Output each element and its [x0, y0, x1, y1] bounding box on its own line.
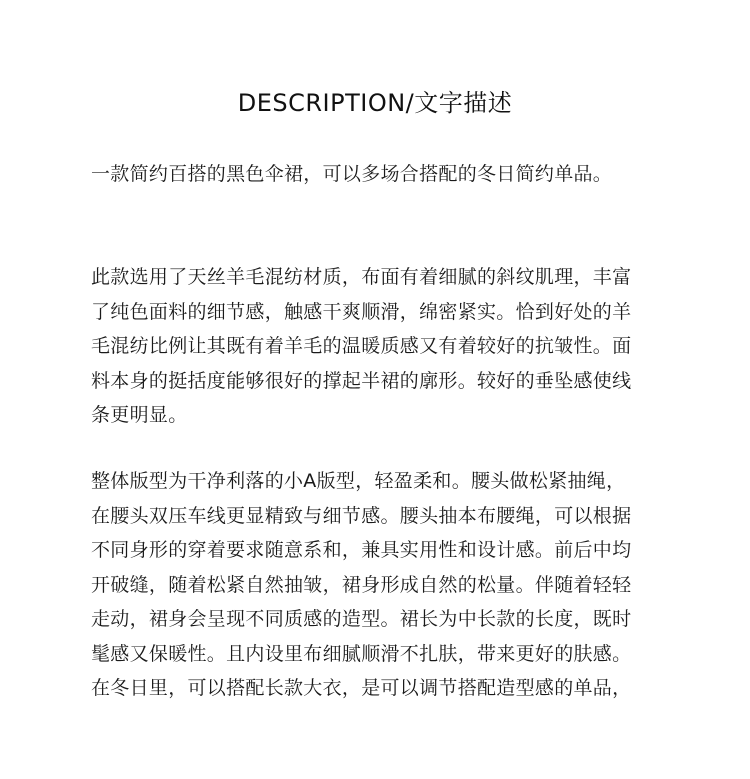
design-paragraph	[91, 464, 671, 706]
paragraph-line: 毛混纺比例让其既有着羊毛的温暖质感又有着较好的抗皱性。面	[91, 335, 632, 357]
paragraph-line: 整体版型为干净利落的小A版型，轻盈柔和。腰头做松紧抽绳，	[91, 470, 626, 492]
paragraph-line: 髦感又保暖性。且内设里布细腻顺滑不扎肤，带来更好的肤感。	[91, 642, 632, 665]
paragraph-line: 在腰头双压车线更显精致与细节感。腰头抽本布腰绳，可以根据	[91, 504, 632, 527]
paragraph-line: 料本身的挺括度能够很好的撑起半裙的廓形。较好的垂坠感使线	[91, 369, 632, 392]
material-paragraph	[91, 260, 671, 433]
paragraph-line: 此款选用了天丝羊毛混纺材质，布面有着细腻的斜纹肌理，丰富	[91, 266, 632, 288]
paragraph-line: 走动，裙身会呈现不同质感的造型。裙长为中长款的长度，既时	[91, 608, 632, 630]
paragraph-line: 了纯色面料的细节感，触感干爽顺滑，绵密紧实。恰到好处的羊	[91, 300, 632, 323]
paragraph-line: 开破缝，随着松紧自然抽皱，裙身形成自然的松量。伴随着轻轻	[91, 573, 632, 596]
section-heading: DESCRIPTION/文字描述	[237, 89, 513, 117]
paragraph-line: 条更明显。	[91, 404, 188, 426]
intro-line: 一款简约百搭的黑色伞裙，可以多场合搭配的冬日简约单品。	[91, 163, 613, 185]
paragraph-line: 不同身形的穿着要求随意系和，兼具实用性和设计感。前后中均	[91, 539, 632, 561]
intro-text	[91, 157, 671, 192]
paragraph-line: 在冬日里，可以搭配长款大衣，是可以调节搭配造型感的单品，	[91, 677, 632, 699]
